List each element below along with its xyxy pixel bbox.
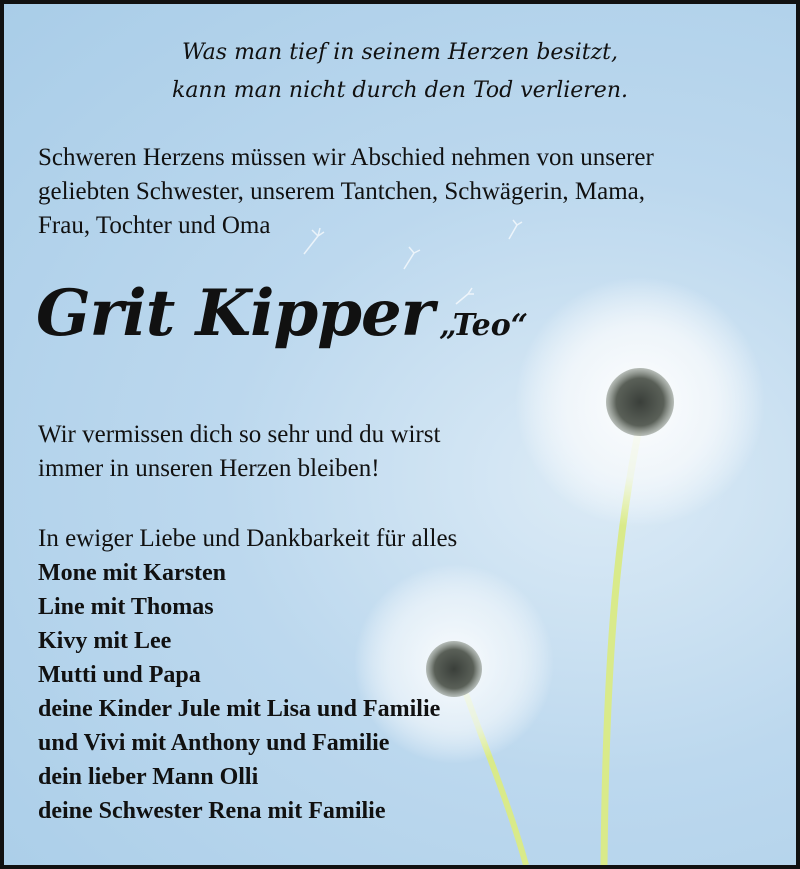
quote-line-2: kann man nicht durch den Tod verlieren. [171,78,628,103]
quote-line-1: Was man tief in seinem Herzen besitzt, [181,40,619,65]
intro-line-2: geliebten Schwester, unserem Tantchen, Schwägerin, Mama, [38,178,646,205]
signer-line: Kivy mit Lee [38,628,172,654]
signer-line: deine Kinder Jule mit Lisa und Familie [38,696,441,722]
message-line-2: immer in unseren Herzen bleiben! [38,455,380,482]
message-line-1: Wir vermissen dich so sehr und du wirst [38,421,441,448]
intro-line-3: Frau, Tochter und Oma [38,212,271,239]
deceased-name-block [36,276,528,351]
intro-line-1: Schweren Herzens müssen wir Abschied nehmen von unserer [38,144,654,171]
closing-line: In ewiger Liebe und Dankbarkeit für alles [38,525,458,552]
signer-line: und Vivi mit Anthony und Familie [38,730,390,756]
signer-line: Line mit Thomas [38,594,214,620]
deceased-name: Grit Kipper [36,276,434,351]
signer-line: dein lieber Mann Olli [38,764,259,790]
obituary-text [4,4,796,865]
deceased-nickname: „Teo“ [439,308,529,343]
signer-line: Mone mit Karsten [38,560,226,586]
signer-line: deine Schwester Rena mit Familie [38,798,386,824]
signer-line: Mutti und Papa [38,662,201,688]
